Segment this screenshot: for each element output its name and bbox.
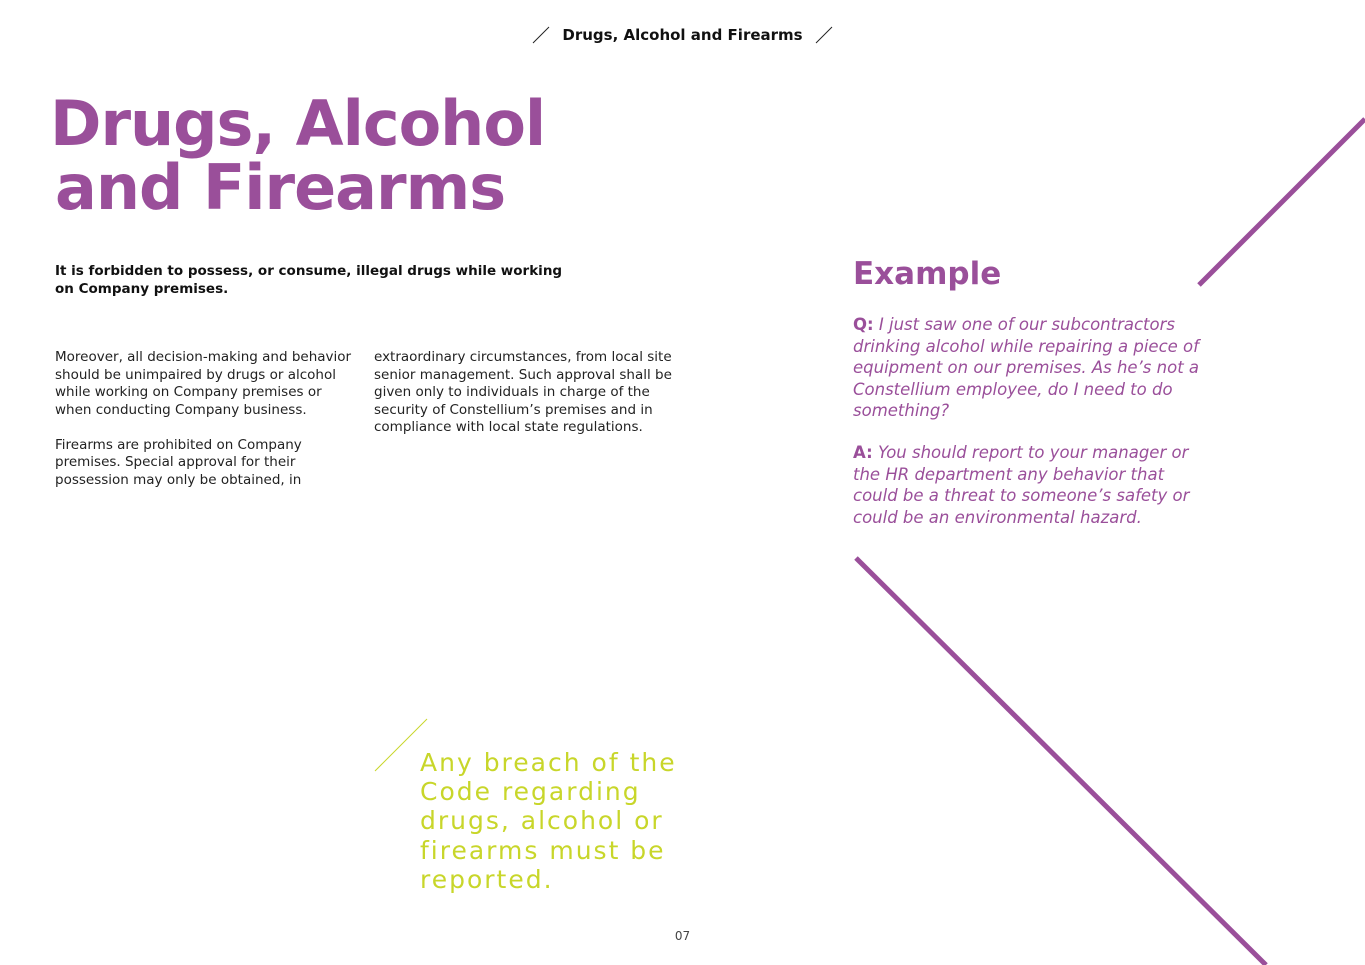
- question-text: I just saw one of our subcontractors drinking alcohol while repairing a piece of equipment on our premises. As he’s not a Constellium employee, do I need to do something?: [853, 315, 1200, 420]
- top-right-diagonal-line: [1199, 119, 1365, 285]
- question-label: Q:: [853, 315, 874, 334]
- page-title-line-1: Drugs, Alcohol: [50, 87, 546, 160]
- body-paragraph: Firearms are prohibited on Company premises. Special approval for their possession may only be obtained, in: [55, 436, 302, 488]
- running-header: [0, 24, 1365, 48]
- page-number: 07: [674, 929, 691, 943]
- page-title-line-2: and Firearms: [55, 151, 506, 224]
- example-question: [853, 314, 1208, 422]
- slash-icon: [815, 26, 833, 44]
- lead-paragraph: It is forbidden to possess, or consume, illegal drugs while working on Company premises.: [55, 263, 563, 297]
- pull-quote: Any breach of the Code regarding drugs, alcohol or firearms must be reported.: [420, 748, 677, 894]
- answer-text: You should report to your manager or the HR department any behavior that could be a threat to someone’s safety or could be an environmental hazard.: [853, 443, 1190, 527]
- slash-icon: [532, 26, 550, 44]
- answer-label: A:: [853, 443, 873, 462]
- example-title: Example: [853, 256, 1002, 292]
- body-paragraph: Moreover, all decision-making and behavior should be unimpaired by drugs or alcohol while working on Company premises or when conducting Company business.: [55, 349, 352, 418]
- body-column-2: [374, 349, 674, 454]
- page-title: [50, 87, 546, 224]
- body-paragraph: extraordinary circumstances, from local site senior management. Such approval shall be given only to individuals in charge of the security of Constellium’s premises and in compliance with local state regulations.: [374, 349, 672, 435]
- bottom-right-diagonal-line: [856, 558, 1266, 965]
- example-answer: [853, 442, 1208, 528]
- body-column-1: [55, 349, 355, 507]
- header-title: Drugs, Alcohol and Firearms: [562, 26, 803, 44]
